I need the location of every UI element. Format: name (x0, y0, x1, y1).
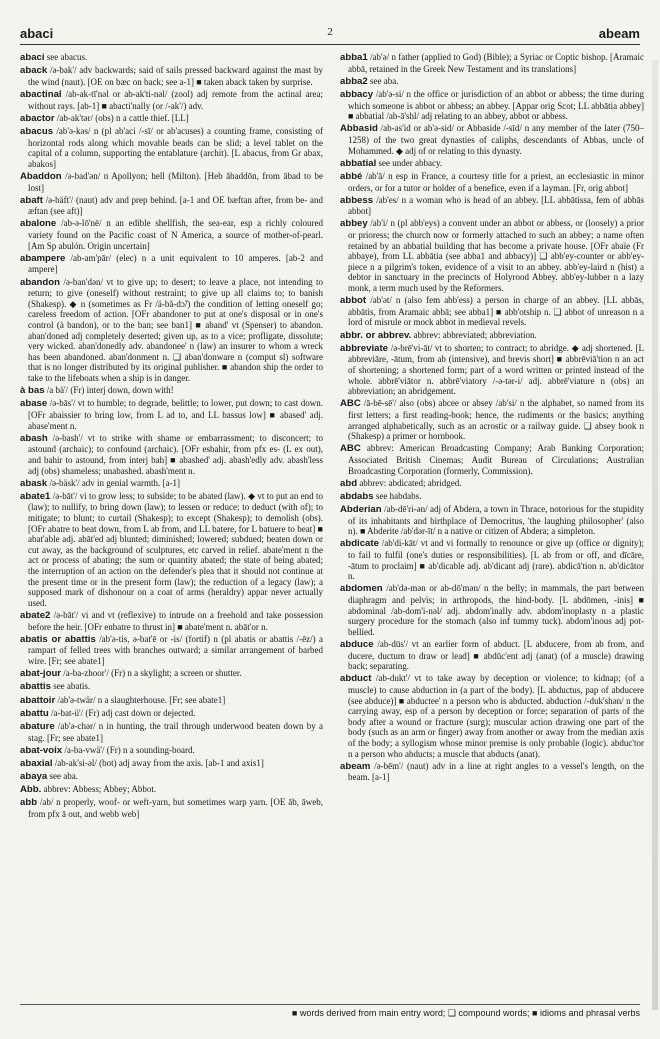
dictionary-entry (20, 253, 323, 275)
headword: abattoir (20, 694, 56, 706)
headword: abdomen (340, 583, 383, 595)
dictionary-entry (340, 478, 644, 490)
dictionary-entry (340, 171, 644, 193)
headword: Abderian (340, 504, 382, 516)
definition: abbrev: American Broadcasting Company; Arab Banking Corporation; Associated British Cinemas; Audit Bureau of Circulations; Australian Broadcasting Corporation (formerly, Commission). (348, 443, 644, 476)
headword: abase (20, 398, 48, 410)
definition: /ab-dē'ri-ən/ adj of Abdera, a town in Thrace, notorious for the stupidity of its inhabitants and birthplace of Democritus, 'the laughing philosopher' (also n). ■ Abderite /ab'dər-īt/ n a native or citizen of Abdera; a simpleton. (348, 504, 644, 537)
definition: /ab-ak'si-əl/ (bot) adj away from the axis. [ab-1 and axis1] (54, 757, 264, 768)
definition: abbrev: Abbess; Abbey; Abbot. (43, 784, 157, 795)
dictionary-entry (340, 761, 644, 783)
definition: see under abbacy. (378, 157, 443, 168)
definition: /ab'ə-si/ n the office or jurisdiction of an abbot or abbess; the time during which someone is abbot or abbess; an abbey. [Appar orig Scot; LL abbātia abbey] ■ abbatial /ab-ā'shl/ adj relating to an abbey, abbot or abbess. (348, 88, 644, 122)
page-number: 2 (327, 26, 333, 38)
dictionary-entry (340, 538, 644, 581)
headword: abdicate (340, 538, 379, 550)
headword: abba2 (340, 75, 368, 87)
dictionary-entry (340, 639, 644, 672)
headword: aback (20, 65, 48, 77)
definition: /ab'ə/ n father (applied to God) (Bible); a Syriac or Coptic bishop. [Aramaic abbā, retained in the Greek New Testament and its translations] (348, 52, 644, 74)
definition: /ə-bāt'/ vi and vt (reflexive) to intrude on a freehold and take possession before the heir. [OFr enbatre to thrust in] ■ abate'ment n. abāt'or n. (28, 610, 323, 632)
dictionary-entry (340, 398, 644, 441)
definition: /ə-ban'dən/ vt to give up; to desert; to leave a place, not intending to return; to give (oneself) without restraint; to give up all claims to; to banish (Shakesp). ◆ n (sometimes as Fr /ä-bã-dɔ̃/) the condition of letting oneself go; careless freedom of action. [OFr abandoner to put at one's disposal or in one's control (à bandon), or to the ban; see ban1] ■ aband' vt (Spenser) to abandon. aban'doned adj completely deserted; given up, as to a vice; profligate, dissolute; very wicked. aban'donedly adv. abandonee' n (law) an insurer to whom a wreck has been abandoned. aban'donment n. ❑ aban'donware n (comput sl) software that is no longer distributed by its original publisher. ■ abandon ship the order to take to the lifeboats when a ship is in danger. (28, 276, 323, 383)
definition: abbrev: abdicated; abridged. (359, 477, 462, 488)
dictionary-entry (20, 433, 323, 476)
dictionary-entry (20, 745, 323, 757)
dictionary-entry (20, 126, 323, 169)
headword: abd (340, 477, 358, 489)
headword: abate2 (20, 610, 51, 621)
definition: /ab'də-mən or ab-dō'mən/ n the belly; in mammals, the part between diaphragm and pelvis; in arthropods, the hind-body. [L abdōmen, -inis] ■ abdominal /ab-dom'i-nəl/ adj. abdom'inally adv. abdom'inoplasty n a plastic surgery procedure for the stomach (also inf tummy tuck). abdom'inous adj pot-bellied. (348, 583, 644, 637)
left-column (20, 52, 323, 996)
dictionary-entry (340, 89, 644, 122)
dictionary-entry (20, 398, 323, 431)
dictionary-entry (340, 504, 644, 537)
page-edge (652, 60, 658, 1010)
definition: /ab'es/ n a woman who is head of an abbey. [LL abbātissa, fem of abbās abbot] (348, 194, 644, 217)
definition: /ab'i/ n (pl abb'eys) a convent under an abbot or abbess, or (loosely) a prior or prioress; the church now or formerly attached to such an abbey; a name often retained by an abbatial building that has become a private house. [OFr abaïe (Fr abbaye), from LL abbātia (see abba1 and abbacy)] ❑ abb'ey-counter or abb'ey-piece n a pilgrim's token, evidence of a visit to an abbey. abb'ey-laird n (hist) a debtor in sanctuary in the precincts of Holyrood Abbey. abb'ey-lubber n a lazy monk, a term much used by the Reformers. (348, 218, 644, 294)
dictionary-entry (20, 634, 323, 667)
definition: see abatis. (53, 681, 91, 692)
headword: abandon (20, 276, 60, 288)
headword: abbacy (340, 88, 374, 100)
headword: abat-jour (20, 668, 62, 680)
definition: /ab-am'pār/ (elec) n a unit equivalent to 10 amperes. [ab-2 and ampere] (28, 252, 323, 275)
dictionary-entry (20, 218, 323, 251)
definition: /ə-bäsk'/ adv in genial warmth. [a-1] (49, 477, 181, 488)
dictionary-entry (20, 52, 323, 64)
headword: abattis (20, 681, 51, 693)
headword: abask (20, 477, 48, 489)
definition: /ə-bēm'/ (naut) adv in a line at right angles to a vessel's length, on the beam. [a-1] (348, 760, 644, 783)
dictionary-entry (20, 113, 323, 125)
dictionary-entry (20, 610, 323, 632)
definition: /ə-bad'ən/ n Apollyon; hell (Milton). [Heb ăbaddōn, from ābad to be lost] (28, 170, 323, 193)
headword: abbé (340, 170, 363, 182)
headword: abeam (340, 760, 371, 772)
dictionary-entry (340, 583, 644, 637)
headword: abaxial (20, 757, 53, 769)
dictionary-entry (340, 218, 644, 293)
definition: /ə-brē'vi-āt/ vt to shorten; to contract; to abridge. ◆ adj shortened. [L abbreviāre, -ātum, from ab (intensive), and brevis short] ■ abbrēviā'tion n an act of shortening; a shortened form; part of a word written or printed instead of the whole. abbrē'viātor n. abbrē'viatory /-ə-tər-i/ adj. abbrē'viature n (obs) an abbreviation; an abridgement. (348, 342, 644, 397)
dictionary-entry (340, 491, 644, 503)
dictionary-entry (20, 784, 323, 796)
headword: abactinal (20, 88, 62, 100)
definition: /ab-ak-tī'nəl or ab-ak'ti-nəl/ (zool) adj remote from the actinal area; without rays. [ab-1] ■ abacti'nally (or /-ak'/) adv. (28, 88, 323, 111)
dictionary-entry (340, 673, 644, 759)
last-guide-word: abeam (598, 26, 640, 41)
dictionary-entry (20, 758, 323, 770)
definition: /ə-bäft'/ (naut) adv and prep behind. [a-1 and OE bæftan after, from be- and æftan (see aft)] (28, 194, 323, 217)
headword: Abaddon (20, 170, 62, 182)
headword: abature (20, 720, 55, 732)
definition: /ab'ā/ n esp in France, a courtesy title for a priest, an ecclesiastic in minor orders, or for a tutor or holder of a benefice, even if a layman. [Fr, orig abbot] (348, 170, 644, 193)
headword: à bas (20, 385, 45, 397)
dictionary-entry (340, 343, 644, 397)
dictionary-entry (20, 708, 323, 720)
headword: abduce (340, 638, 374, 650)
headword: abaci (20, 52, 45, 63)
definition: /ab-as'id or ab'ə-sid/ or Abbaside /-sīd/ n any member of the later (750–1258) of the two great dynasties of caliphs, descendants of Abbas, uncle of Mohammed. ◆ adj of or relating to this dynasty. (348, 123, 644, 156)
dictionary-entry (20, 171, 323, 193)
headword: abbreviate (340, 342, 388, 354)
headword: abalone (20, 218, 57, 230)
definition: /a-ba-vwä'/ (Fr) n a sounding-board. (64, 744, 195, 755)
headword: abbr. or abbrev. (340, 329, 412, 341)
headword: abbot (340, 295, 367, 307)
definition: /ə-bak'/ adv backwards; said of sails pressed backward against the mast by the wind (naut). [OE on bæc on back; see a-1] ■ taken aback taken by surprise. (28, 65, 323, 87)
definition: /ab'ət/ n (also fem abb'ess) a person in charge of an abbey. [LL abbās, abbātis, from Aramaic abbā; see abba1] ■ abb'otship n. ❑ abbot of unreason n a lord of misrule or mock abbot in medieval revels. (348, 295, 644, 328)
headword: abbatial (340, 157, 377, 169)
definition: /ab-ə-lō'nē/ n an edible shellfish, the sea-ear, esp a richly coloured variety found on the Pacific coast of N America, a source of mother-of-pearl. [Am Sp abulón. Origin uncertain] (28, 218, 323, 251)
running-header (20, 26, 640, 44)
dictionary-entry (20, 695, 323, 707)
headword: ABC (340, 398, 361, 410)
headword: abampere (20, 252, 66, 264)
headword: abduct (340, 673, 372, 685)
definition: /ā-bē-sē'/ also (obs) abcee or absey /ab'si/ n the alphabet, so named from its first letters; a first reading-book; hence, the rudiments or the basics; anything arranged alphabetically, such as an acrostic or a railway guide. ❑ absey book n (Shakesp) a primer or hornbook. (348, 398, 644, 442)
definition: see aba. (49, 771, 78, 782)
definition: abbrev: abbreviated; abbreviation. (413, 329, 537, 340)
headword: abb (20, 797, 38, 809)
headword: Abbasid (340, 123, 378, 135)
headword: abacus (20, 125, 54, 137)
headword: abbess (340, 194, 374, 206)
headword: abat-voix (20, 744, 63, 756)
definition: /ə-bash'/ vt to strike with shame or embarrassment; to disconcert; to astound (archaic); to confound (archaic). [OFr esbahir, from pfx es- (L ex out), and bahir to astound, from interj bah] ■ abashed' adj. abash'edly adv. abash'less adj (obs) shameless; unabashed. abash'ment n. (28, 432, 323, 476)
definition: /ə-bāt'/ vi to grow less; to subside; to be abated (law). ◆ vt to put an end to (law); to nullify, to bring down (law); to lessen or reduce; to deduct (with of); to mitigate; to blunt; to curtail (Shakesp); to except (Shakesp); to demolish (obs). [OFr abatre to beat down, from L ab from, and LL batere, for L batuere to beat] ■ abat'able adj. abāt'ed adj blunted; diminished; lowered; subdued; beaten down or cut away, as the background of sculptures, etc carved in relief. abate'ment n the act or process of abating; the sum or quantity abated; the state of being abated; the interruption of an action on the defender's plea that it should not continue at the present time or in the present form (law); the reduction of a legacy (law); a supposed mark of dishonour on a coat of arms (heraldry) appar never actually used. (28, 490, 323, 608)
dictionary-entry (20, 771, 323, 783)
definition: /ə-bās'/ vt to humble; to degrade, belittle; to lower, put down; to cast down. [OFr abaissier to bring low, from L ad to, and LL bassus low] ■ abased' adj. abase'ment n. (28, 398, 323, 431)
dictionary-entry (20, 668, 323, 680)
headword: abdabs (340, 490, 374, 502)
dictionary-entry (20, 491, 323, 609)
dictionary-entry (20, 681, 323, 693)
headword: abba1 (340, 52, 368, 63)
dictionary-entry (20, 277, 323, 384)
definition: see abacus. (46, 52, 88, 62)
headword: abatis or abattis (20, 633, 96, 645)
headword: abaft (20, 194, 43, 206)
definition: /ab-ak'tər/ (obs) n a cattle thief. [LL] (56, 112, 189, 123)
definition: /ab'ə-tis, ə-bat'ē or -is/ (fortif) n (pl abatis or abattis /-ēz/) a rampart of felled trees with branches outward; a similar arrangement of barbed wire. [Fr; see abate1] (28, 633, 323, 666)
definition: /ab'ə-chər/ n in hunting, the trail through underwood beaten down by a stag. [Fr; see abate1] (28, 720, 323, 743)
definition: /ab-dūs'/ vt an earlier form of abduct. [L abducere, from ab from, and ducere, ductum to draw or lead] ■ abdūc'ent adj (anat) (of a muscle) drawing back; separating. (348, 638, 644, 672)
dictionary-entry (20, 195, 323, 217)
dictionary-entry (340, 295, 644, 328)
dictionary-entry (340, 443, 644, 476)
dictionary-entry (20, 89, 323, 111)
definition: /ab'ə-twär/ n a slaughterhouse. [Fr; see abate1] (57, 694, 226, 705)
headword: abbey (340, 218, 368, 230)
definition: /ab/ n properly, woof- or weft-yarn, but sometimes warp yarn. [OE āb, āweb, from pfx ā out, and webb web] (28, 797, 323, 820)
headword: abactor (20, 112, 55, 124)
first-guide-word: abaci (20, 26, 54, 41)
headword: Abb. (20, 784, 42, 796)
dictionary-entry (340, 76, 644, 88)
right-column (340, 52, 644, 996)
definition: /a bä'/ (Fr) interj down, down with! (46, 385, 174, 396)
definition: /ab'ə-kəs/ n (pl ab'aci /-sī/ or ab'acuses) a counting frame, consisting of horizontal rods along which movable beads can be slid; a level tablet on the capital of a column, supporting the entablature (archit). [L abacus, from Gr abax, abakos] (28, 125, 323, 169)
headword: abaya (20, 771, 48, 783)
dictionary-entry (20, 797, 323, 819)
dictionary-entry (340, 330, 644, 342)
definition: /a-bat-ü'/ (Fr) adj cast down or dejected. (51, 707, 196, 718)
dictionary-entry (340, 123, 644, 156)
dictionary-entry (20, 721, 323, 743)
definition: /ab'di-kāt/ vt and vi formally to renounce or give up (office or dignity); to fail to fulfil (one's duties or responsibilities). [L ab from or off, and dīcāre, -ātum to proclaim] ■ ab'dicable adj. ab'dicant adj (rare). abdicā'tion n. ab'dicātor n. (348, 538, 644, 582)
dictionary-entry (20, 65, 323, 87)
definition: see habdabs. (375, 490, 422, 501)
definition: /ab-dukt'/ vt to take away by deception or violence; to kidnap; (of a muscle) to cause abduction in (a part of the body). [L abductus, pap of abducere (see abduce)] ■ abductee' n a person who is abducted. abduction /-duk'shən/ n the carrying away, esp of a person by deception or force; separation of parts of the body after a wound or fracture (surg); muscular action drawing one part of the body (such as an arm or finger) away from another or away from the median axis of the body; a syllogism whose minor premise is only probable (logic). abduc'tor n a person who abducts; a muscle that abducts (anat). (348, 673, 644, 759)
definition: /a-ba-zhoor'/ (Fr) n a skylight; a screen or shutter. (63, 668, 242, 679)
definition: see aba. (369, 75, 399, 86)
dictionary-entry (20, 385, 323, 397)
dictionary-entry (340, 158, 644, 170)
dictionary-entry (340, 195, 644, 217)
headword: ABC (340, 443, 361, 455)
headword: abash (20, 432, 48, 444)
headword: abate1 (20, 490, 51, 502)
headword: abattu (20, 707, 49, 719)
header-rule (20, 44, 640, 45)
dictionary-entry (340, 52, 644, 74)
dictionary-entry (20, 478, 323, 490)
footer-legend: ■ words derived from main entry word; ❑ compound words; ■ idioms and phrasal verbs (20, 1004, 640, 1023)
